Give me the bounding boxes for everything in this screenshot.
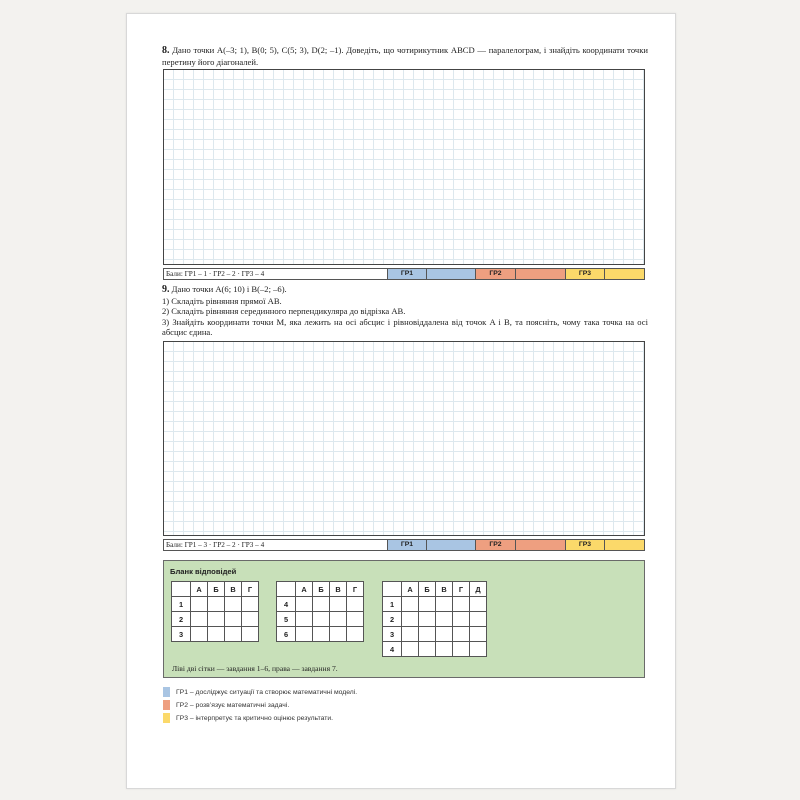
column-header: В: [436, 582, 453, 597]
task-9-score-bar: [163, 539, 645, 551]
answer-table-2: [276, 581, 364, 642]
legend-swatch-gr3: [163, 713, 170, 723]
answer-cell[interactable]: [436, 612, 453, 627]
answer-cell[interactable]: [296, 597, 313, 612]
answer-cell[interactable]: [347, 612, 364, 627]
answer-cell[interactable]: [330, 597, 347, 612]
answer-cell[interactable]: [225, 627, 242, 642]
row-number: 1: [383, 597, 402, 612]
row-number: 3: [172, 627, 191, 642]
row-number: 1: [172, 597, 191, 612]
task-9-text: [162, 284, 648, 338]
row-number: 4: [383, 642, 402, 657]
task-8-gr2-label: ГР2: [476, 269, 516, 279]
answer-cell[interactable]: [296, 627, 313, 642]
row-number: 2: [383, 612, 402, 627]
task-8-gr2-score-box[interactable]: [516, 269, 566, 279]
task-9-line-3: 2) Складіть рівняння серединного перпендикуляра до відрізка AB.: [162, 306, 406, 317]
answer-cell[interactable]: [296, 612, 313, 627]
task-8-gr1-label: ГР1: [388, 269, 427, 279]
answer-cell[interactable]: [242, 627, 259, 642]
legend-text-gr2: ГР2 – розв’язує математичні задачі.: [176, 701, 290, 709]
answer-cell[interactable]: [225, 612, 242, 627]
column-header: Д: [470, 582, 487, 597]
answer-cell[interactable]: [330, 612, 347, 627]
answer-cell[interactable]: [436, 597, 453, 612]
answer-cell[interactable]: [330, 627, 347, 642]
answer-cell[interactable]: [347, 597, 364, 612]
answer-table-3: [382, 581, 487, 657]
task-9-gr1-score-box[interactable]: [427, 540, 476, 550]
answer-cell[interactable]: [242, 612, 259, 627]
task-9-line-1: Дано точки A(6; 10) і B(–2; –6).: [171, 284, 287, 294]
answer-cell[interactable]: [208, 597, 225, 612]
column-header: Б: [313, 582, 330, 597]
column-header: А: [296, 582, 313, 597]
row-number: 6: [277, 627, 296, 642]
legend-item-gr1: [163, 687, 357, 697]
task-8-points: Бали: ГР1 – 1 · ГР2 – 2 · ГР3 – 4: [164, 269, 388, 279]
column-header: Г: [453, 582, 470, 597]
row-number: 3: [383, 627, 402, 642]
task-9-gr3-label: ГР3: [566, 540, 605, 550]
legend-swatch-gr1: [163, 687, 170, 697]
task-9-gr3-score-box[interactable]: [605, 540, 644, 550]
column-header: Г: [347, 582, 364, 597]
task-8-text: [162, 45, 648, 67]
task-8-gr3-label: ГР3: [566, 269, 605, 279]
answer-cell[interactable]: [191, 612, 208, 627]
answer-cell[interactable]: [313, 597, 330, 612]
legend-swatch-gr2: [163, 700, 170, 710]
column-header: В: [330, 582, 347, 597]
corner-cell: [277, 582, 296, 597]
task-9-gr2-label: ГР2: [476, 540, 516, 550]
answer-cell[interactable]: [453, 627, 470, 642]
task-8-answer-grid[interactable]: [163, 69, 645, 265]
answer-cell[interactable]: [419, 642, 436, 657]
answer-table-1: [171, 581, 259, 642]
answer-cell[interactable]: [419, 612, 436, 627]
answer-cell[interactable]: [191, 597, 208, 612]
task-9-points: Бали: ГР1 – 3 · ГР2 – 2 · ГР3 – 4: [164, 540, 388, 550]
answer-cell[interactable]: [402, 612, 419, 627]
answer-sheet: [163, 560, 645, 678]
answer-cell[interactable]: [347, 627, 364, 642]
answer-cell[interactable]: [470, 642, 487, 657]
answer-cell[interactable]: [453, 642, 470, 657]
task-9-gr2-score-box[interactable]: [516, 540, 566, 550]
answer-cell[interactable]: [225, 597, 242, 612]
answer-cell[interactable]: [313, 627, 330, 642]
column-header: Б: [419, 582, 436, 597]
answer-cell[interactable]: [402, 597, 419, 612]
task-8-score-bar: [163, 268, 645, 280]
task-9-gr1-label: ГР1: [388, 540, 427, 550]
row-number: 5: [277, 612, 296, 627]
task-9-number: 9.: [162, 284, 170, 295]
task-8-gr1-score-box[interactable]: [427, 269, 476, 279]
answer-cell[interactable]: [191, 627, 208, 642]
answer-cell[interactable]: [470, 597, 487, 612]
column-header: Б: [208, 582, 225, 597]
legend-item-gr3: [163, 713, 333, 723]
answer-cell[interactable]: [419, 597, 436, 612]
task-8-number: 8.: [162, 45, 170, 56]
answer-cell[interactable]: [453, 612, 470, 627]
answer-cell[interactable]: [436, 642, 453, 657]
column-header: А: [191, 582, 208, 597]
answer-cell[interactable]: [453, 597, 470, 612]
row-number: 2: [172, 612, 191, 627]
corner-cell: [383, 582, 402, 597]
task-8-statement: Дано точки A(–3; 1), B(0; 5), C(5; 3), D(2; –1). Доведіть, що чотирикутник ABCD — паралелограм, і знайдіть координати точки перетину його діагоналей.: [162, 45, 648, 67]
answer-sheet-note: Ліві дві сітки — завдання 1–6, права — завдання 7.: [172, 664, 338, 673]
column-header: В: [225, 582, 242, 597]
answer-cell[interactable]: [402, 642, 419, 657]
answer-cell[interactable]: [436, 627, 453, 642]
task-9-line-4: 3) Знайдіть координати точки M, яка лежить на осі абсцис і рівновіддалена від точок A і B, та поясніть, чому така точка на осі абсцис єдина.: [162, 316, 648, 338]
row-number: 4: [277, 597, 296, 612]
answer-cell[interactable]: [242, 597, 259, 612]
answer-cell[interactable]: [470, 612, 487, 627]
legend-text-gr1: ГР1 – досліджує ситуації та створює математичні моделі.: [176, 688, 358, 696]
column-header: А: [402, 582, 419, 597]
task-9-answer-grid[interactable]: [163, 341, 645, 536]
answer-cell[interactable]: [402, 627, 419, 642]
answer-cell[interactable]: [208, 627, 225, 642]
worksheet-page: [126, 13, 676, 789]
legend-item-gr2: [163, 700, 289, 710]
answer-cell[interactable]: [208, 612, 225, 627]
corner-cell: [172, 582, 191, 597]
task-9-line-2: 1) Складіть рівняння прямої AB.: [162, 295, 282, 306]
task-8-gr3-score-box[interactable]: [605, 269, 644, 279]
column-header: Г: [242, 582, 259, 597]
answer-cell[interactable]: [470, 627, 487, 642]
answer-cell[interactable]: [313, 612, 330, 627]
answer-sheet-title: Бланк відповідей: [170, 567, 237, 576]
answer-cell[interactable]: [419, 627, 436, 642]
legend-text-gr3: ГР3 – інтерпретує та критично оцінює результати.: [176, 714, 334, 722]
